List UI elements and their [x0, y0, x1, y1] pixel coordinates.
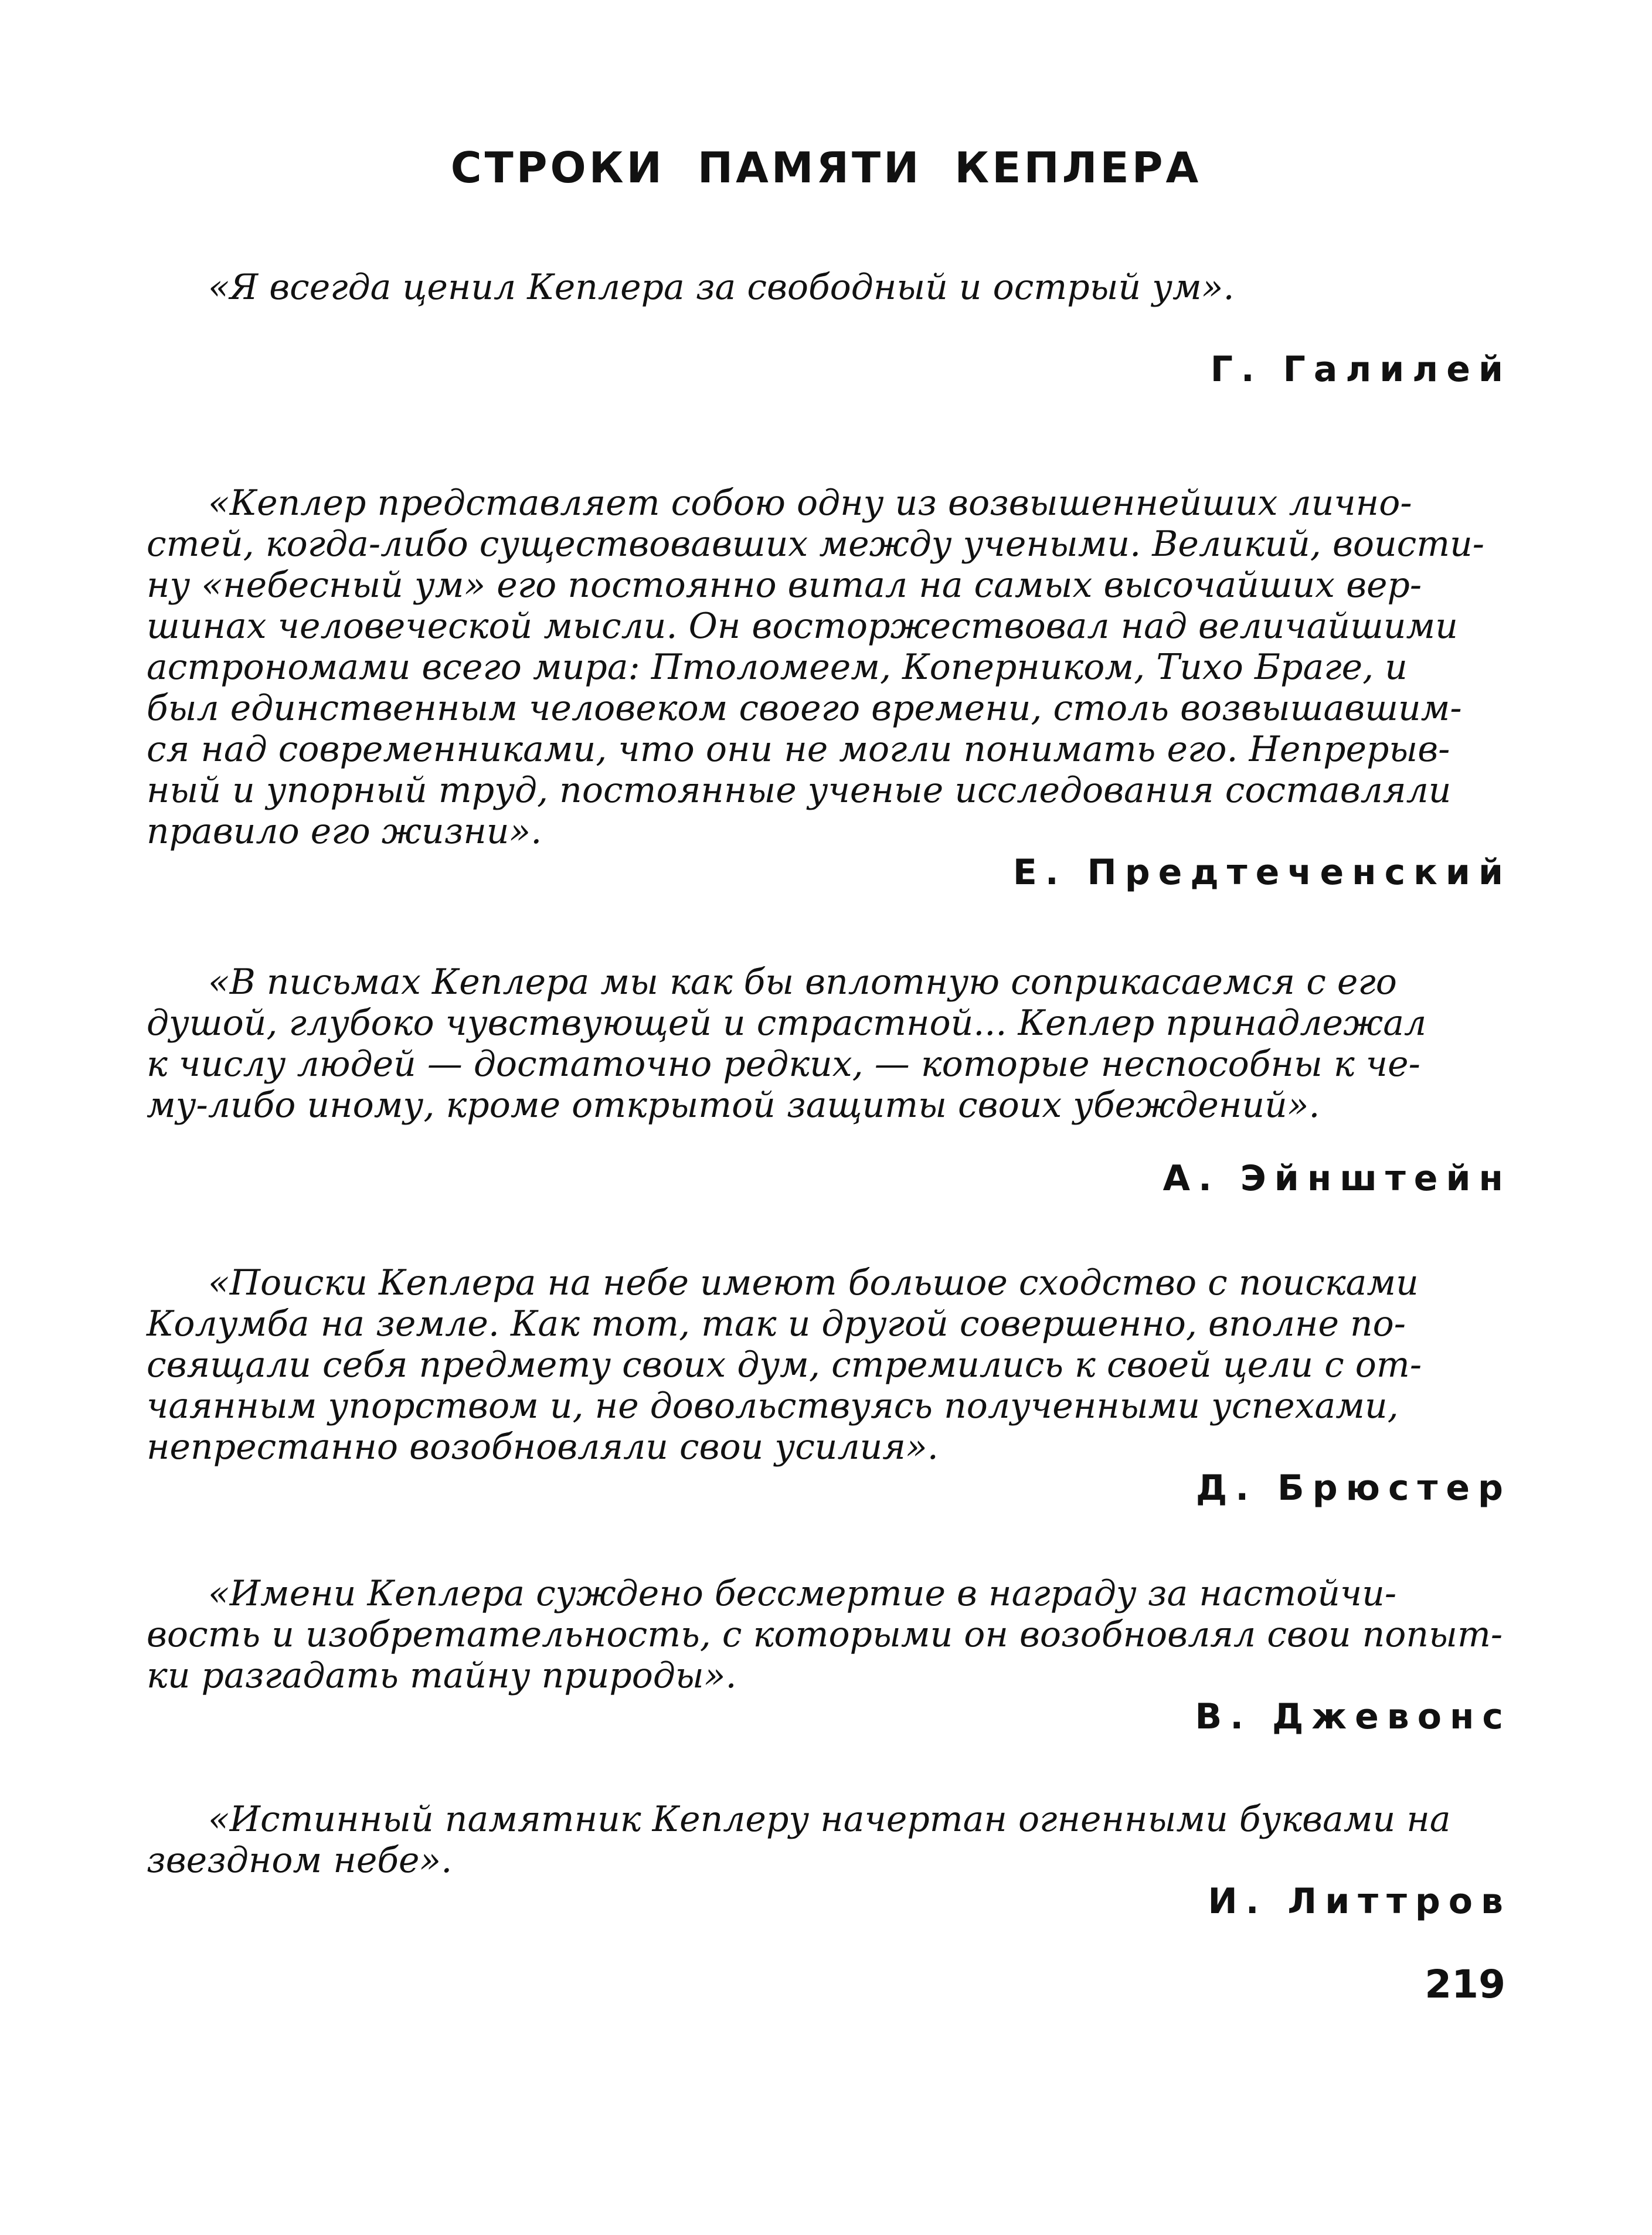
page-title: СТРОКИ ПАМЯТИ КЕПЛЕРА [450, 143, 1202, 192]
quote-einstein: «В письмах Кеплера мы как бы вплотную соприкасаемся с его душой, глубоко чувствующей и страстной... Кеплер принадлежал к числу людей — достаточно редких, — которые неспособны к че- му-либо иному, кроме открытой защиты своих убеждений». [147, 962, 1427, 1126]
quote-galilei: «Я всегда ценил Кеплера за свободный и острый ум». [208, 267, 1235, 308]
author-brewster: Д. Брюстер [1195, 1468, 1511, 1509]
author-predtechensky: Е. Предтеченский [1012, 852, 1511, 893]
quote-predtechensky: «Кеплер представляет собою одну из возвышеннейших лично- стей, когда-либо существовавших между учеными. Великий, воисти- ну «небесный ум» его постоянно витал на самых высочайших вер- шинах человеческой мысли. Он восторжествовал над величайшими астрономами всего мира: Птоломеем, Коперником, Тихо Браге, и был единственным человеком своего времени, столь возвышавшим- ся над современниками, что они не могли понимать его. Непрерыв- ный и упорный труд, постоянные ученые исследования составляли правило его жизни». [147, 483, 1485, 852]
quote-jevons: «Имени Кеплера суждено бессмертие в награду за настойчи- вость и изобретательность, с которыми он возобновлял свои попыт- ки разгадать тайну природы». [147, 1573, 1503, 1696]
quote-brewster: «Поиски Кеплера на небе имеют большое сходство с поисками Колумба на земле. Как тот, так и другой совершенно, вполне по- свящали себя предмету своих дум, стремились к своей цели с от- чаянным упорством и, не довольствуясь полученными успехами, непрестанно возобновляли свои усилия». [147, 1262, 1422, 1468]
page-number: 219 [1425, 1962, 1505, 2007]
author-einstein: А. Эйнштейн [1162, 1158, 1511, 1199]
quote-littrow: «Истинный памятник Кеплеру начертан огненными буквами на звездном небе». [147, 1799, 1451, 1881]
author-jevons: В. Джевонс [1195, 1696, 1511, 1737]
author-littrow: И. Литтров [1208, 1881, 1511, 1922]
author-galilei: Г. Галилей [1210, 349, 1511, 390]
